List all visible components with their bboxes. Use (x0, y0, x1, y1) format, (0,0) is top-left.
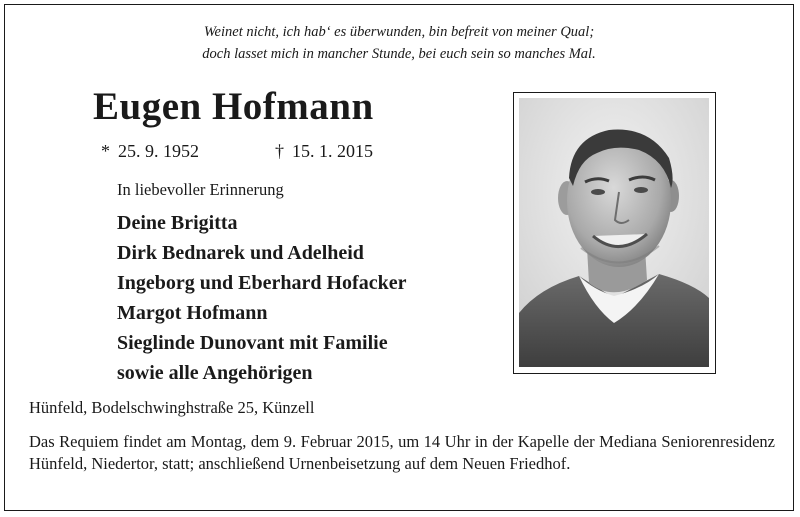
mourners-list (117, 208, 406, 388)
mourner: Ingeborg und Eberhard Hofacker (117, 272, 407, 294)
mourner: Margot Hofmann (117, 302, 268, 324)
verse-line-2: doch lasset mich in mancher Stunde, bei euch sein so manches Mal. (202, 46, 596, 62)
mourner: sowie alle Angehörigen (117, 362, 313, 384)
death-symbol: † (275, 141, 284, 161)
mourner: Dirk Bednarek und Adelheid (117, 242, 364, 264)
death-date: 15. 1. 2015 (292, 141, 373, 161)
mourner: Sieglinde Dunovant mit Familie (117, 332, 388, 354)
address: Hünfeld, Bodelschwinghstraße 25, Künzell (29, 398, 315, 417)
verse (5, 21, 793, 65)
memory-line: In liebevoller Erinnerung (117, 180, 284, 199)
birth-date: 25. 9. 1952 (118, 141, 199, 161)
deceased-name: Eugen Hofmann (93, 85, 374, 128)
portrait-photo (519, 98, 709, 367)
birth-symbol: * (101, 141, 110, 161)
verse-line-1: Weinet nicht, ich hab‘ es überwunden, bin befreit von meiner Qual; (203, 24, 595, 40)
birth-date-line (101, 141, 199, 162)
portrait-frame (513, 92, 716, 374)
death-date-line (275, 141, 373, 162)
obituary-notice (4, 4, 794, 511)
portrait-illustration (519, 98, 709, 367)
requiem-info: Das Requiem findet am Montag, dem 9. Februar 2015, um 14 Uhr in der Kapelle der Mediana Seniorenresidenz Hünfeld, Niedertor, statt; anschließend Urnenbeisetzung auf dem Neuen Friedhof. (29, 432, 775, 473)
mourner: Deine Brigitta (117, 212, 238, 234)
